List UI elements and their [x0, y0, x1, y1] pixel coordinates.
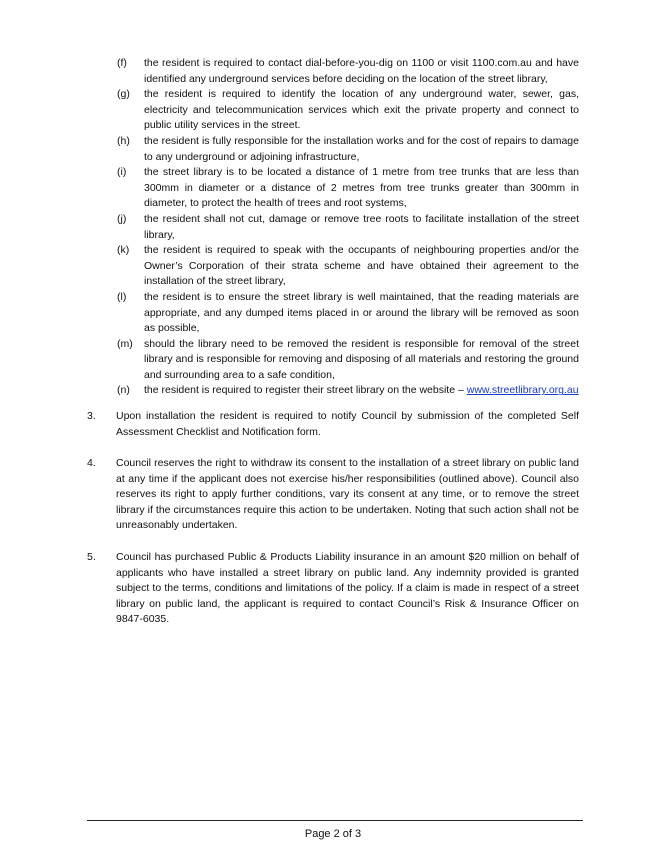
paragraph-number: 5.: [87, 551, 96, 563]
conditions-sub-list: [0, 56, 666, 399]
page-number: Page 2 of 3: [304, 828, 362, 840]
item-text: should the library need to be removed the resident is responsible for removal of the street library and is responsible for removing and disposing of all materials and restoring the ground and surrounding area to a safe condition,: [144, 337, 579, 381]
street-library-link[interactable]: www.streetlibrary.org.au: [466, 384, 579, 397]
item-text: the resident is fully responsible for the installation works and for the cost of repairs to damage to any underground or adjoining infrastructure,: [144, 134, 579, 163]
paragraph-number: 3.: [87, 410, 96, 422]
item-label: (f): [117, 57, 127, 69]
item-label: (n): [117, 384, 130, 397]
item-text: the street library is to be located a distance of 1 metre from tree trunks that are less than 300mm in diameter or a distance of 2 metres from tree trunks greater than 300mm in diameter, to protect the health of trees and root systems,: [144, 166, 579, 210]
list-item: [0, 243, 666, 290]
paragraph-5: [0, 550, 666, 628]
list-item-register: [0, 383, 666, 399]
paragraph-4: [0, 456, 666, 534]
item-label: (g): [117, 88, 130, 101]
item-label: (k): [117, 244, 130, 257]
item-text: the resident is required to identify the location of any underground water, sewer, gas, electricity and telecommunication services which exit the private property and connect to public utility services in the street.: [144, 88, 579, 132]
item-text: the resident is required to contact dial-before-you-dig on 1100 or visit 1100.com.au and have identified any underground services before deciding on the location of the street library,: [144, 57, 579, 85]
register-text: the resident is required to register their street library on the website –: [144, 384, 467, 397]
paragraph-3: [0, 409, 666, 440]
list-item: [0, 337, 666, 384]
list-item: [0, 134, 666, 165]
item-label: (j): [117, 212, 127, 225]
list-item: [0, 87, 666, 134]
list-item: [0, 56, 666, 87]
paragraph-text: Council has purchased Public & Products Liability insurance in an amount $20 million on behalf of applicants who have installed a street library on public land. Any indemnity provided is granted subject to the terms, conditions and limitations of the policy. If a claim is made in respect of a street library on public land, the applicant is required to contact Council’s Risk & Insurance Officer on 9847-6035.: [116, 551, 579, 626]
list-item: [0, 165, 666, 212]
paragraph-text: Upon installation the resident is required to notify Council by submission of the completed Self Assessment Checklist and Notification form.: [116, 410, 579, 438]
item-label: (m): [117, 337, 133, 350]
item-text: the resident shall not cut, damage or remove tree roots to facilitate installation of the street library,: [144, 212, 579, 241]
paragraph-number: 4.: [87, 457, 96, 469]
item-text: [144, 383, 579, 399]
item-text: the resident is to ensure the street library is well maintained, that the reading materials are appropriate, and any dumped items placed in or around the library will be removed as soon as possible,: [144, 290, 579, 335]
item-label: (h): [117, 134, 130, 147]
list-item: [0, 212, 666, 243]
paragraph-text: Council reserves the right to withdraw its consent to the installation of a street library on public land at any time if the applicant does not exercise his/her responsibilities (outlined above). Council also reserves its right to apply further conditions, vary its consent at any time, or to remove the street library if the circumstances require this action to be undertaken. Noting that such action shall not be unreasonably undertaken.: [116, 457, 579, 532]
item-label: (i): [117, 166, 127, 179]
item-text: the resident is required to speak with the occupants of neighbouring properties and/or the Owner’s Corporation of their strata scheme and have obtained their agreement to the installation of the street library,: [144, 244, 579, 288]
item-label: (l): [117, 290, 127, 303]
footer-divider: [87, 820, 583, 821]
list-item: [0, 290, 666, 337]
